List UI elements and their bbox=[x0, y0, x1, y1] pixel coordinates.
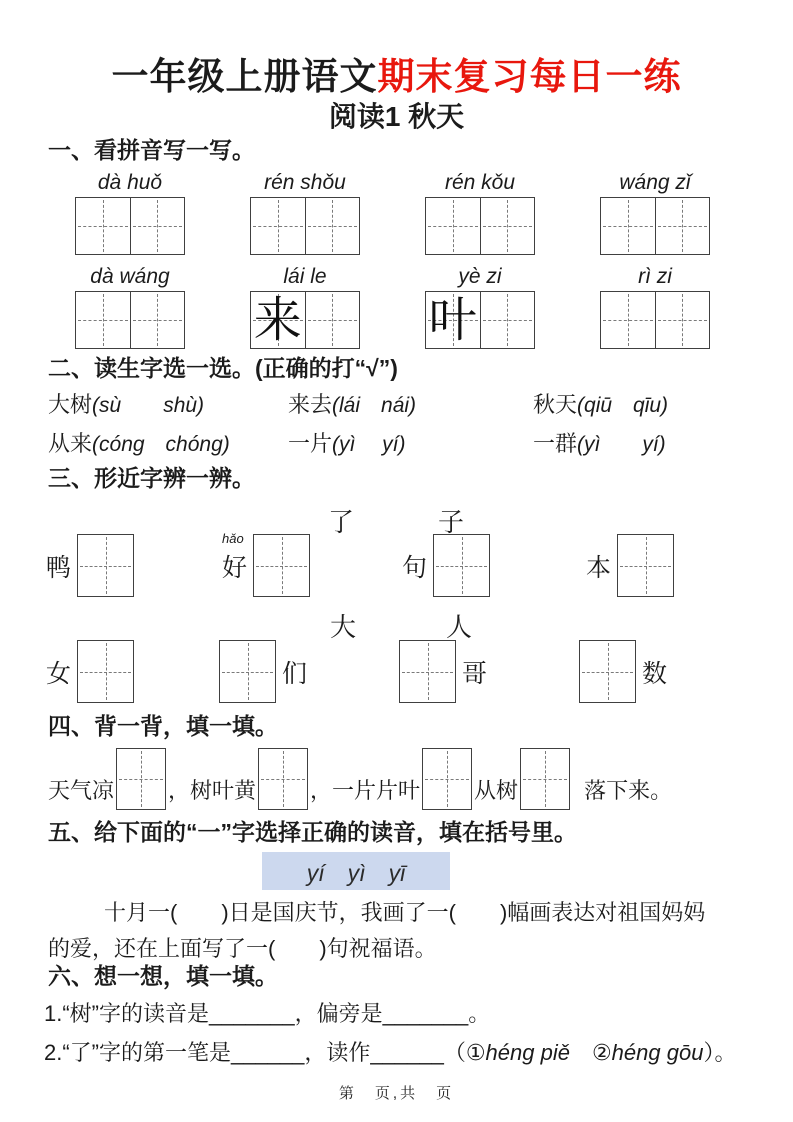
similar-char-row-1 bbox=[0, 530, 674, 597]
choice-item bbox=[533, 391, 793, 420]
pinyin-options: (qiū qīu) bbox=[577, 394, 669, 417]
grid-cell bbox=[601, 292, 655, 348]
char-grid-pair bbox=[219, 640, 307, 703]
pinyin-column bbox=[600, 264, 710, 349]
handwritten-char bbox=[76, 292, 130, 348]
pinyin-label: rén kǒu bbox=[444, 171, 516, 194]
handwritten-char bbox=[481, 198, 535, 254]
handwritten-char: 叶 bbox=[428, 292, 477, 348]
word: 从来 bbox=[48, 431, 93, 456]
section3-heading: 三、形近字辨一辨。 bbox=[48, 465, 255, 491]
section-yi-pronunciation bbox=[0, 818, 793, 964]
handwritten-char bbox=[306, 198, 360, 254]
grid-cell bbox=[655, 292, 710, 348]
pinyin-options: (sù shù) bbox=[92, 394, 205, 417]
given-char: 句 bbox=[402, 553, 428, 582]
sentence-line: 的爱，还在上面写了一( )句祝福语。 bbox=[48, 936, 437, 961]
writing-grid bbox=[75, 197, 185, 255]
given-char: 们 bbox=[282, 659, 308, 688]
sentence-segment: ，树叶黄 bbox=[168, 778, 257, 803]
grid-cell bbox=[76, 198, 130, 254]
question-line-2 bbox=[0, 1038, 793, 1068]
grid-cell bbox=[130, 198, 185, 254]
writing-grid bbox=[520, 748, 570, 810]
pinyin-annotation: hǎo bbox=[222, 530, 244, 546]
pinyin-column bbox=[425, 170, 535, 255]
pinyin-row-2 bbox=[0, 264, 793, 349]
sentence-segment: 从树 bbox=[474, 778, 519, 803]
grid-cell bbox=[251, 198, 305, 254]
word: 一片 bbox=[288, 431, 333, 456]
section2-heading: 二、读生字选一选。(正确的打“√”) bbox=[48, 355, 398, 381]
given-char: hǎo 好 bbox=[222, 530, 248, 582]
section-choose-pronunciation bbox=[0, 354, 793, 459]
writing-grid bbox=[425, 197, 535, 255]
writing-grid bbox=[75, 291, 185, 349]
grid-cell bbox=[655, 198, 710, 254]
given-char: 鸭 bbox=[46, 553, 72, 582]
writing-grid bbox=[250, 291, 360, 349]
writing-grid bbox=[116, 748, 166, 810]
pinyin-label: rén shǒu bbox=[264, 171, 346, 194]
word: 来去 bbox=[288, 392, 333, 417]
handwritten-char bbox=[76, 198, 130, 254]
page-subtitle: 阅读1 秋天 bbox=[328, 101, 465, 132]
section6-heading: 六、想一想，填一填。 bbox=[48, 963, 278, 989]
writing-grid bbox=[77, 640, 134, 703]
writing-grid bbox=[600, 291, 710, 349]
writing-grid bbox=[77, 534, 134, 597]
choice-row bbox=[0, 430, 793, 459]
writing-grid bbox=[219, 640, 276, 703]
grid-cell bbox=[76, 292, 130, 348]
handwritten-char bbox=[426, 198, 480, 254]
choice-item bbox=[288, 430, 533, 459]
pinyin-column bbox=[250, 264, 360, 349]
pinyin-column bbox=[75, 264, 185, 349]
handwritten-char bbox=[306, 292, 360, 348]
pinyin-options: (lái nái) bbox=[332, 394, 417, 417]
pinyin-label: dà wáng bbox=[90, 265, 170, 288]
word: 一群 bbox=[533, 431, 578, 456]
handwritten-char bbox=[601, 198, 655, 254]
writing-grid bbox=[250, 197, 360, 255]
handwritten-char bbox=[251, 198, 305, 254]
pinyin-label: lái le bbox=[283, 265, 327, 288]
pinyin-column bbox=[75, 170, 185, 255]
char-grid-pair bbox=[222, 530, 310, 597]
hint-char: 了 bbox=[328, 507, 355, 537]
pinyin-label: dà huǒ bbox=[97, 171, 163, 194]
handwritten-char bbox=[131, 198, 185, 254]
section-similar-characters bbox=[0, 464, 793, 714]
grid-cell bbox=[251, 292, 305, 348]
fill-sentence bbox=[0, 748, 793, 810]
char-grid-pair bbox=[402, 534, 490, 597]
char-grid-pair bbox=[586, 534, 674, 597]
page-title-red: 期末复习每日一练 bbox=[377, 56, 682, 97]
grid-cell bbox=[601, 198, 655, 254]
grid-cell bbox=[426, 198, 480, 254]
grid-cell bbox=[130, 292, 185, 348]
word: 秋天 bbox=[533, 392, 578, 417]
pinyin-column bbox=[425, 264, 535, 349]
given-char: 本 bbox=[586, 553, 612, 582]
char-grid-pair bbox=[579, 640, 667, 703]
section-pinyin-writing bbox=[0, 136, 793, 349]
sentence-segment: 落下来。 bbox=[584, 778, 673, 803]
choice-item bbox=[48, 391, 288, 420]
hint-char: 人 bbox=[446, 612, 473, 642]
pinyin-options: (cóng chóng) bbox=[92, 433, 230, 456]
pinyin-options: (yì yí) bbox=[332, 433, 406, 456]
writing-grid bbox=[617, 534, 674, 597]
pinyin-label: rì zi bbox=[638, 265, 672, 288]
grid-cell bbox=[305, 198, 360, 254]
page-title-black: 一年级上册语文 bbox=[111, 56, 378, 97]
given-char: 女 bbox=[46, 659, 72, 688]
section4-heading: 四、背一背，填一填。 bbox=[48, 713, 278, 739]
pinyin-row-1 bbox=[0, 170, 793, 255]
handwritten-char bbox=[131, 292, 185, 348]
writing-grid bbox=[579, 640, 636, 703]
question-text: 2.“了”字的第一笔是______，读作______（ bbox=[44, 1040, 466, 1065]
grid-cell bbox=[480, 198, 535, 254]
given-char: 数 bbox=[642, 659, 668, 688]
writing-grid bbox=[258, 748, 308, 810]
section5-heading: 五、给下面的“一”字选择正确的读音，填在括号里。 bbox=[48, 819, 577, 845]
sentence-segment: ，一片片叶 bbox=[310, 778, 421, 803]
pinyin-column bbox=[600, 170, 710, 255]
writing-grid bbox=[433, 534, 490, 597]
writing-grid bbox=[253, 534, 310, 597]
question-line-1: 1.“树”字的读音是_______，偏旁是_______。 bbox=[44, 1001, 491, 1026]
pinyin-label: yè zi bbox=[458, 265, 502, 288]
char-grid-pair bbox=[46, 640, 134, 703]
pinyin-label: wáng zǐ bbox=[619, 171, 691, 194]
question-text: ）。 bbox=[703, 1040, 737, 1065]
writing-grid bbox=[422, 748, 472, 810]
choice-item bbox=[48, 430, 288, 459]
writing-grid bbox=[425, 291, 535, 349]
sentence-line: 十月一( )日是国庆节，我画了一( )幅画表达对祖国妈妈 bbox=[104, 900, 706, 925]
answer-options: ①héng piě ②héng gōu bbox=[465, 1040, 704, 1065]
handwritten-char bbox=[601, 292, 655, 348]
word: 大树 bbox=[48, 392, 93, 417]
section-recite-fill bbox=[0, 712, 793, 810]
section1-heading: 一、看拼音写一写。 bbox=[48, 137, 255, 163]
grid-cell bbox=[480, 292, 535, 348]
choice-row bbox=[0, 391, 793, 420]
hint-char: 大 bbox=[330, 612, 357, 642]
char-grid-pair bbox=[399, 640, 487, 703]
pinyin-options: (yì yí) bbox=[577, 433, 666, 456]
pinyin-column bbox=[250, 170, 360, 255]
sentence-segment: 天气凉 bbox=[48, 778, 115, 803]
page-title bbox=[0, 46, 793, 100]
section-think-fill bbox=[0, 962, 793, 1068]
handwritten-char bbox=[656, 198, 710, 254]
given-char: 哥 bbox=[462, 659, 488, 688]
pronunciation-options-box: yí yì yī bbox=[262, 852, 450, 890]
writing-grid bbox=[600, 197, 710, 255]
choice-item bbox=[533, 430, 793, 459]
char-grid-pair bbox=[46, 534, 134, 597]
page-number-footer: 第 页,共 页 bbox=[338, 1085, 455, 1102]
handwritten-char bbox=[656, 292, 710, 348]
handwritten-char bbox=[481, 292, 535, 348]
grid-cell bbox=[426, 292, 480, 348]
choice-item bbox=[288, 391, 533, 420]
handwritten-char: 来 bbox=[253, 292, 302, 348]
hint-char: 子 bbox=[438, 507, 465, 537]
grid-cell bbox=[305, 292, 360, 348]
similar-char-row-2 bbox=[0, 640, 667, 703]
writing-grid bbox=[399, 640, 456, 703]
